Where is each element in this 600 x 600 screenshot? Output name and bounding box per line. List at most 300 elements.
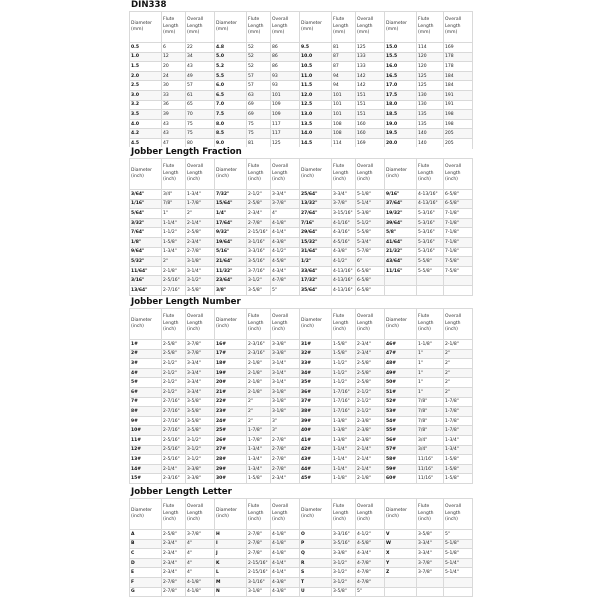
value-cell: 3-5/8" bbox=[186, 397, 215, 407]
value-cell bbox=[417, 285, 444, 295]
size-cell: 56# bbox=[385, 435, 417, 445]
size-cell: 1/16" bbox=[130, 199, 162, 209]
value-cell: 2-5/8" bbox=[356, 378, 385, 388]
value-cell: 3-7/16" bbox=[247, 266, 271, 276]
value-cell: 3" bbox=[271, 426, 300, 436]
size-cell: M bbox=[215, 577, 247, 587]
size-cell: 43# bbox=[300, 455, 332, 465]
table-row bbox=[130, 558, 473, 568]
size-cell: 41/64" bbox=[385, 237, 417, 247]
size-cell: 20.0 bbox=[385, 138, 417, 148]
value-cell: 1-3/4" bbox=[444, 445, 473, 455]
value-cell: 2-7/8" bbox=[271, 464, 300, 474]
column-header: Flute Length (inch) bbox=[162, 309, 186, 340]
value-cell: 2-1/2" bbox=[247, 190, 271, 200]
value-cell: 2" bbox=[444, 368, 473, 378]
value-cell: 6-5/8" bbox=[444, 199, 473, 209]
value-cell: 2-7/16" bbox=[162, 407, 186, 417]
value-cell: 3-1/8" bbox=[271, 387, 300, 397]
value-cell: 1-5/8" bbox=[444, 474, 473, 484]
value-cell: 3-1/2" bbox=[247, 276, 271, 286]
value-cell: 5-5/8" bbox=[356, 228, 385, 238]
size-cell: I bbox=[215, 539, 247, 549]
column-header: Overall Length (mm) bbox=[356, 12, 385, 43]
value-cell: 3-5/8" bbox=[332, 587, 356, 597]
value-cell: 198 bbox=[444, 110, 473, 120]
column-header: Flute Length (inch) bbox=[417, 159, 444, 190]
value-cell bbox=[417, 577, 444, 587]
value-cell: 2-3/4" bbox=[162, 558, 186, 568]
size-cell: 11# bbox=[130, 435, 162, 445]
value-cell: 1-1/2" bbox=[332, 378, 356, 388]
table-row bbox=[130, 474, 473, 484]
size-cell: 4.8 bbox=[215, 43, 247, 53]
size-cell bbox=[385, 587, 417, 597]
value-cell: 1-3/4" bbox=[247, 464, 271, 474]
size-cell: 12.0 bbox=[300, 90, 332, 100]
value-cell: 43 bbox=[186, 62, 215, 72]
size-cell: 16# bbox=[215, 340, 247, 350]
size-cell: 3# bbox=[130, 359, 162, 369]
value-cell: 12 bbox=[162, 52, 186, 62]
size-cell: 4.2 bbox=[130, 129, 162, 139]
value-cell bbox=[444, 577, 473, 587]
value-cell: 4-5/8" bbox=[271, 257, 300, 267]
column-header: Overall Length (inch) bbox=[444, 309, 473, 340]
value-cell: 1-1/8" bbox=[417, 340, 444, 350]
table-din338 bbox=[129, 11, 473, 149]
value-cell: 2-5/8" bbox=[162, 530, 186, 540]
column-header: Diameter (inch) bbox=[300, 499, 332, 530]
size-cell: 4.0 bbox=[130, 119, 162, 129]
size-cell: 5.2 bbox=[215, 62, 247, 72]
value-cell: 101 bbox=[271, 90, 300, 100]
value-cell: 117 bbox=[271, 129, 300, 139]
value-cell: 2-5/16" bbox=[162, 445, 186, 455]
size-cell: T bbox=[300, 577, 332, 587]
size-cell: X bbox=[385, 549, 417, 559]
section-jobber-number bbox=[129, 297, 472, 484]
value-cell: 52 bbox=[247, 62, 271, 72]
value-cell: 3-7/8" bbox=[186, 530, 215, 540]
value-cell: 93 bbox=[271, 81, 300, 91]
column-header: Flute Length (inch) bbox=[332, 499, 356, 530]
table-row bbox=[130, 349, 473, 359]
column-header: Overall Length (inch) bbox=[356, 309, 385, 340]
value-cell: 2-5/8" bbox=[186, 228, 215, 238]
value-cell: 7-1/8" bbox=[444, 228, 473, 238]
size-cell: C bbox=[130, 549, 162, 559]
size-cell: U bbox=[300, 587, 332, 597]
value-cell: 1-5/8" bbox=[444, 455, 473, 465]
table-row bbox=[130, 43, 473, 53]
column-header: Flute Length (inch) bbox=[247, 159, 271, 190]
size-cell: 19/32" bbox=[385, 209, 417, 219]
size-cell: 53# bbox=[385, 407, 417, 417]
value-cell: 1-5/8" bbox=[332, 349, 356, 359]
size-cell: 31/64" bbox=[300, 247, 332, 257]
value-cell: 120 bbox=[417, 52, 444, 62]
value-cell: 2-3/4" bbox=[162, 568, 186, 578]
value-cell: 198 bbox=[444, 119, 473, 129]
value-cell: 1-5/8" bbox=[162, 237, 186, 247]
value-cell: 2-1/2" bbox=[356, 387, 385, 397]
value-cell: 3-5/8" bbox=[247, 285, 271, 295]
value-cell: 4-13/16" bbox=[332, 276, 356, 286]
size-cell: 33/64" bbox=[300, 266, 332, 276]
value-cell: 57 bbox=[247, 71, 271, 81]
value-cell: 2-15/16" bbox=[247, 558, 271, 568]
table-row bbox=[130, 435, 473, 445]
value-cell: 4-1/4" bbox=[271, 568, 300, 578]
size-cell: L bbox=[215, 568, 247, 578]
value-cell: 4-3/4" bbox=[271, 266, 300, 276]
size-cell: 27# bbox=[215, 445, 247, 455]
value-cell bbox=[444, 285, 473, 295]
value-cell: 3-7/8" bbox=[186, 349, 215, 359]
table-row bbox=[130, 539, 473, 549]
value-cell: 61 bbox=[186, 90, 215, 100]
size-cell: 36# bbox=[300, 387, 332, 397]
value-cell: 2-3/4" bbox=[247, 209, 271, 219]
value-cell: 1" bbox=[162, 209, 186, 219]
value-cell: 4-1/8" bbox=[186, 577, 215, 587]
table-row bbox=[130, 257, 473, 267]
value-cell: 3-3/8" bbox=[271, 340, 300, 350]
value-cell: 125 bbox=[417, 71, 444, 81]
size-cell: 27/64" bbox=[300, 209, 332, 219]
size-cell: 15/64" bbox=[215, 199, 247, 209]
size-cell: 5/16" bbox=[215, 247, 247, 257]
size-cell: 18# bbox=[215, 359, 247, 369]
value-cell: 4-3/8" bbox=[271, 587, 300, 597]
value-cell: 1-3/8" bbox=[332, 416, 356, 426]
size-cell: S bbox=[300, 568, 332, 578]
value-cell: 5-3/16" bbox=[417, 237, 444, 247]
size-cell: 6.0 bbox=[215, 81, 247, 91]
value-cell: 3-3/8" bbox=[186, 464, 215, 474]
value-cell: 3-1/8" bbox=[271, 407, 300, 417]
value-cell: 3-1/2" bbox=[186, 276, 215, 286]
size-cell: 8# bbox=[130, 407, 162, 417]
size-cell: 8.5 bbox=[215, 129, 247, 139]
value-cell: 142 bbox=[356, 71, 385, 81]
value-cell: 1-7/16" bbox=[332, 397, 356, 407]
size-cell: 12.5 bbox=[300, 100, 332, 110]
table-row bbox=[130, 378, 473, 388]
value-cell: 7-1/8" bbox=[444, 237, 473, 247]
value-cell: 6-5/8" bbox=[356, 276, 385, 286]
size-cell: 39/64" bbox=[385, 218, 417, 228]
value-cell: 2-3/4" bbox=[162, 549, 186, 559]
value-cell: 4-13/16" bbox=[417, 199, 444, 209]
value-cell: 47 bbox=[162, 138, 186, 148]
size-cell: 2.0 bbox=[130, 71, 162, 81]
size-cell: P bbox=[300, 539, 332, 549]
table-row bbox=[130, 416, 473, 426]
value-cell: 6-5/8" bbox=[356, 266, 385, 276]
value-cell: 81 bbox=[332, 43, 356, 53]
value-cell: 3-5/16" bbox=[332, 539, 356, 549]
value-cell: 70 bbox=[186, 110, 215, 120]
table-row bbox=[130, 445, 473, 455]
value-cell: 1-5/8" bbox=[247, 474, 271, 484]
size-cell: 43/64" bbox=[385, 257, 417, 267]
column-header: Overall Length (mm) bbox=[186, 12, 215, 43]
value-cell: 2-1/4" bbox=[186, 218, 215, 228]
value-cell: 4-7/8" bbox=[356, 558, 385, 568]
value-cell: 3-5/8" bbox=[186, 416, 215, 426]
value-cell: 114 bbox=[417, 43, 444, 53]
size-cell: 17.5 bbox=[385, 90, 417, 100]
column-header: Flute Length (inch) bbox=[162, 159, 186, 190]
value-cell: 2-1/4" bbox=[356, 455, 385, 465]
value-cell: 2-1/2" bbox=[162, 387, 186, 397]
size-cell: 5# bbox=[130, 378, 162, 388]
value-cell: 2-3/16" bbox=[162, 474, 186, 484]
value-cell: 4-3/8" bbox=[271, 237, 300, 247]
size-cell: 49# bbox=[385, 368, 417, 378]
size-cell bbox=[385, 577, 417, 587]
value-cell: 108 bbox=[332, 119, 356, 129]
size-cell: R bbox=[300, 558, 332, 568]
value-cell: 6" bbox=[356, 257, 385, 267]
size-cell: 21/32" bbox=[385, 247, 417, 257]
size-cell: 19/64" bbox=[215, 237, 247, 247]
column-header: Overall Length (mm) bbox=[444, 12, 473, 43]
size-cell: 10# bbox=[130, 426, 162, 436]
value-cell: 2-15/16" bbox=[247, 568, 271, 578]
value-cell: 4-1/8" bbox=[271, 218, 300, 228]
size-cell: 1/2" bbox=[300, 257, 332, 267]
size-cell: 21# bbox=[215, 387, 247, 397]
value-cell: 3-5/16" bbox=[247, 257, 271, 267]
column-header: Overall Length (mm) bbox=[271, 12, 300, 43]
value-cell: 2-1/4" bbox=[356, 445, 385, 455]
value-cell: 2-1/2" bbox=[356, 397, 385, 407]
size-cell: 45# bbox=[300, 474, 332, 484]
value-cell: 2-3/8" bbox=[356, 416, 385, 426]
value-cell: 3" bbox=[271, 416, 300, 426]
value-cell: 101 bbox=[332, 100, 356, 110]
value-cell: 2-7/16" bbox=[162, 416, 186, 426]
value-cell: 4-1/2" bbox=[332, 257, 356, 267]
value-cell: 4-1/8" bbox=[271, 530, 300, 540]
size-cell: 24# bbox=[215, 416, 247, 426]
value-cell: 2-5/16" bbox=[162, 276, 186, 286]
size-cell: 58# bbox=[385, 455, 417, 465]
column-header: Diameter (inch) bbox=[385, 159, 417, 190]
value-cell: 7-1/8" bbox=[444, 218, 473, 228]
table-row bbox=[130, 464, 473, 474]
size-cell: 15# bbox=[130, 474, 162, 484]
size-cell: 15.5 bbox=[385, 52, 417, 62]
size-cell: 11.5 bbox=[300, 81, 332, 91]
size-cell: 13# bbox=[130, 455, 162, 465]
value-cell: 33 bbox=[162, 90, 186, 100]
size-cell: 17/64" bbox=[215, 218, 247, 228]
size-cell: 1.0 bbox=[130, 52, 162, 62]
column-header: Diameter (inch) bbox=[215, 499, 247, 530]
size-cell: 14# bbox=[130, 464, 162, 474]
value-cell: 2-5/8" bbox=[356, 368, 385, 378]
column-header: Flute Length (inch) bbox=[247, 499, 271, 530]
table-row bbox=[130, 368, 473, 378]
size-cell: 1/4" bbox=[215, 209, 247, 219]
value-cell: 160 bbox=[356, 119, 385, 129]
column-header: Overall Length (inch) bbox=[356, 159, 385, 190]
value-cell: 5-3/8" bbox=[356, 209, 385, 219]
size-cell: 54# bbox=[385, 416, 417, 426]
value-cell: 191 bbox=[444, 90, 473, 100]
value-cell: 22 bbox=[186, 43, 215, 53]
value-cell: 1-7/8" bbox=[186, 199, 215, 209]
column-header: Diameter (inch) bbox=[300, 309, 332, 340]
value-cell: 6 bbox=[162, 43, 186, 53]
value-cell bbox=[444, 587, 473, 597]
value-cell: 4-1/16" bbox=[332, 218, 356, 228]
table-jobber-number bbox=[129, 308, 473, 484]
value-cell: 4-7/8" bbox=[356, 577, 385, 587]
size-cell: 17.0 bbox=[385, 81, 417, 91]
size-cell: 34# bbox=[300, 368, 332, 378]
size-cell: 3/16" bbox=[130, 276, 162, 286]
value-cell: 36 bbox=[162, 100, 186, 110]
size-cell: 16.0 bbox=[385, 62, 417, 72]
size-cell: 14.5 bbox=[300, 138, 332, 148]
value-cell: 4" bbox=[186, 568, 215, 578]
value-cell: 3-5/8" bbox=[186, 285, 215, 295]
size-cell: 11/64" bbox=[130, 266, 162, 276]
size-cell: 9/32" bbox=[215, 228, 247, 238]
value-cell: 43 bbox=[162, 119, 186, 129]
value-cell: 57 bbox=[186, 81, 215, 91]
size-cell: 3/8" bbox=[215, 285, 247, 295]
value-cell: 1-7/16" bbox=[332, 407, 356, 417]
table-row bbox=[130, 90, 473, 100]
size-cell: 23# bbox=[215, 407, 247, 417]
value-cell: 4-5/8" bbox=[356, 539, 385, 549]
table-row bbox=[130, 119, 473, 129]
value-cell: 87 bbox=[332, 62, 356, 72]
value-cell: 5-1/2" bbox=[356, 218, 385, 228]
value-cell: 2-15/16" bbox=[247, 228, 271, 238]
value-cell: 140 bbox=[417, 129, 444, 139]
size-cell: 3.5 bbox=[130, 110, 162, 120]
header-row bbox=[130, 499, 473, 530]
value-cell: 1-3/4" bbox=[186, 190, 215, 200]
value-cell: 205 bbox=[444, 129, 473, 139]
size-cell: 15/32" bbox=[300, 237, 332, 247]
size-cell: 29# bbox=[215, 464, 247, 474]
value-cell: 2-3/16" bbox=[247, 349, 271, 359]
value-cell: 3-15/16" bbox=[332, 209, 356, 219]
table-jobber-letter bbox=[129, 498, 473, 597]
value-cell: 4-1/8" bbox=[271, 539, 300, 549]
size-cell: 9.5 bbox=[300, 43, 332, 53]
value-cell: 2-3/4" bbox=[186, 237, 215, 247]
value-cell: 2-3/4" bbox=[356, 349, 385, 359]
column-header: Overall Length (inch) bbox=[186, 159, 215, 190]
size-cell: 16.5 bbox=[385, 71, 417, 81]
value-cell: 5-5/8" bbox=[417, 266, 444, 276]
table-row bbox=[130, 568, 473, 578]
value-cell: 3-3/16" bbox=[332, 530, 356, 540]
value-cell: 6-5/8" bbox=[356, 285, 385, 295]
value-cell: 3-1/2" bbox=[332, 558, 356, 568]
size-cell: 5/64" bbox=[130, 209, 162, 219]
size-cell: N bbox=[215, 587, 247, 597]
table-row bbox=[130, 455, 473, 465]
value-cell: 3-1/2" bbox=[332, 568, 356, 578]
size-cell: 40# bbox=[300, 426, 332, 436]
section-title: Jobber Length Fraction bbox=[129, 147, 472, 158]
value-cell: 1-3/8" bbox=[332, 435, 356, 445]
size-cell: 35# bbox=[300, 378, 332, 388]
size-cell: 18.5 bbox=[385, 110, 417, 120]
header-row bbox=[130, 309, 473, 340]
table-row bbox=[130, 285, 473, 295]
value-cell: 4-3/16" bbox=[332, 228, 356, 238]
size-cell: 38# bbox=[300, 407, 332, 417]
size-cell: 46# bbox=[385, 340, 417, 350]
value-cell: 133 bbox=[356, 52, 385, 62]
table-row bbox=[130, 228, 473, 238]
value-cell: 1-3/4" bbox=[247, 455, 271, 465]
value-cell: 3-7/8" bbox=[271, 199, 300, 209]
value-cell: 1-7/16" bbox=[332, 387, 356, 397]
table-row bbox=[130, 266, 473, 276]
value-cell: 191 bbox=[444, 100, 473, 110]
column-header: Flute Length (mm) bbox=[332, 12, 356, 43]
value-cell: 2-3/4" bbox=[162, 539, 186, 549]
value-cell: 109 bbox=[271, 100, 300, 110]
value-cell bbox=[444, 276, 473, 286]
size-cell: 19.0 bbox=[385, 119, 417, 129]
value-cell: 3-1/16" bbox=[247, 237, 271, 247]
size-cell: 41# bbox=[300, 435, 332, 445]
value-cell: 5-3/16" bbox=[417, 247, 444, 257]
size-cell: 13.0 bbox=[300, 110, 332, 120]
size-cell: 11/16" bbox=[385, 266, 417, 276]
value-cell: 130 bbox=[417, 90, 444, 100]
size-cell: 9/16" bbox=[385, 190, 417, 200]
value-cell: 2-5/8" bbox=[247, 199, 271, 209]
table-row bbox=[130, 199, 473, 209]
value-cell: 1-1/4" bbox=[332, 464, 356, 474]
value-cell: 1-3/4" bbox=[162, 247, 186, 257]
value-cell: 5" bbox=[356, 587, 385, 597]
value-cell: 1-7/8" bbox=[444, 426, 473, 436]
column-header: Flute Length (inch) bbox=[332, 159, 356, 190]
value-cell: 114 bbox=[332, 138, 356, 148]
value-cell: 2-3/4" bbox=[271, 474, 300, 484]
size-cell: 21/64" bbox=[215, 257, 247, 267]
value-cell: 133 bbox=[356, 62, 385, 72]
column-header: Diameter (mm) bbox=[385, 12, 417, 43]
value-cell: 3-1/2" bbox=[186, 435, 215, 445]
size-cell: 20# bbox=[215, 378, 247, 388]
size-cell: 30# bbox=[215, 474, 247, 484]
value-cell: 3-3/8" bbox=[186, 474, 215, 484]
value-cell: 3-5/8" bbox=[186, 407, 215, 417]
value-cell: 2" bbox=[247, 407, 271, 417]
value-cell: 1" bbox=[417, 359, 444, 369]
size-cell: 25/64" bbox=[300, 190, 332, 200]
size-cell: 32# bbox=[300, 349, 332, 359]
value-cell: 151 bbox=[356, 90, 385, 100]
column-header: Flute Length (inch) bbox=[332, 309, 356, 340]
